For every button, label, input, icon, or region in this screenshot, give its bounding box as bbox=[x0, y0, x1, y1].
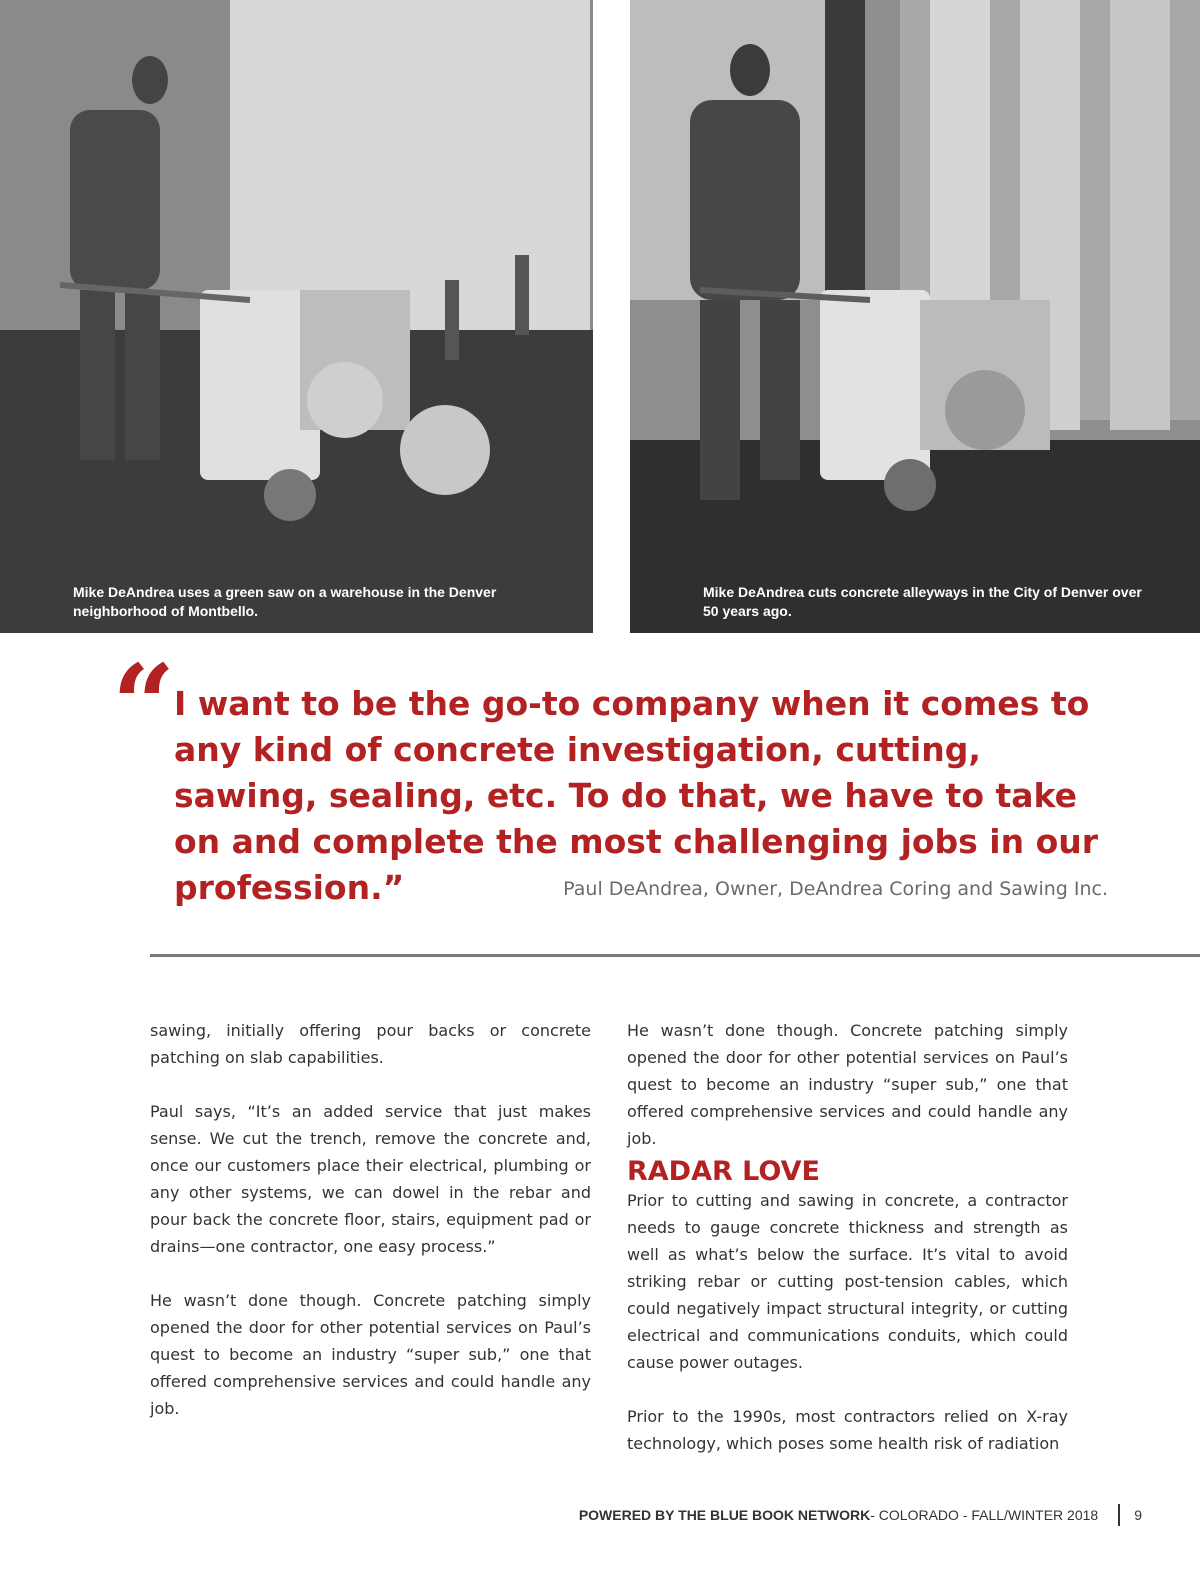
footer-edition: - COLORADO - FALL/WINTER 2018 bbox=[870, 1507, 1099, 1523]
pull-quote: I want to be the go-to company when it comes to any kind of concrete investigation, cutting, sawing, sealing, etc. To do that, we have to take on and complete the most challenging jobs in our profession.” bbox=[174, 684, 1099, 907]
article-paragraph: Paul says, “It’s an added service that just makes sense. We cut the trench, remove the concrete and, once our customers place their electrical, plumbing or any other systems, we can dowel in the rebar and pour back the concrete floor, stairs, equipment pad or drains—one contractor, one easy process.” bbox=[150, 1102, 591, 1256]
article-paragraph: Prior to cutting and sawing in concrete, a contractor needs to gauge concrete thickness and strength as well as what’s below the surface. It’s vital to avoid striking rebar or cutting post-tension cables, which could negatively impact structural integrity, or cutting electrical and communications conduits, which could cause power outages. bbox=[627, 1191, 1068, 1372]
photo-caption-left: Mike DeAndrea uses a green saw on a warehouse in the Denver neighborhood of Montbello. bbox=[73, 584, 497, 619]
photo-illustration bbox=[0, 0, 593, 633]
pull-quote-attribution: Paul DeAndrea, Owner, DeAndrea Coring and Sawing Inc. bbox=[563, 878, 1108, 900]
section-heading: RADAR LOVE bbox=[627, 1156, 820, 1187]
article-paragraph: He wasn’t done though. Concrete patching simply opened the door for other potential services on Paul’s quest to become an industry “super sub,” one that offered comprehensive services and could handle any job. bbox=[627, 1021, 1068, 1148]
photo-caption-right: Mike DeAndrea cuts concrete alleyways in the City of Denver over 50 years ago. bbox=[703, 584, 1142, 619]
page-number: 9 bbox=[1134, 1507, 1142, 1523]
photo-illustration bbox=[630, 0, 1200, 633]
photo-green-saw-warehouse bbox=[0, 0, 593, 633]
footer-publisher: POWERED BY THE BLUE BOOK NETWORK bbox=[578, 1507, 871, 1523]
footer-separator bbox=[1118, 1504, 1120, 1526]
article-paragraph: sawing, initially offering pour backs or concrete patching on slab capabilities. bbox=[150, 1021, 591, 1067]
article-column-left bbox=[150, 1017, 591, 1449]
page-footer bbox=[579, 1504, 1142, 1526]
article-paragraph: Prior to the 1990s, most contractors relied on X-ray technology, which poses some health risk of radiation bbox=[627, 1407, 1068, 1453]
quote-mark-icon: “ bbox=[112, 640, 176, 769]
article-paragraph: He wasn’t done though. Concrete patching simply opened the door for other potential services on Paul’s quest to become an industry “super sub,” one that offered comprehensive services and could handle any job. bbox=[150, 1291, 591, 1418]
photo-alleyway-cutting bbox=[630, 0, 1200, 633]
article-column-right bbox=[627, 1017, 1068, 1484]
section-divider bbox=[150, 954, 1200, 957]
